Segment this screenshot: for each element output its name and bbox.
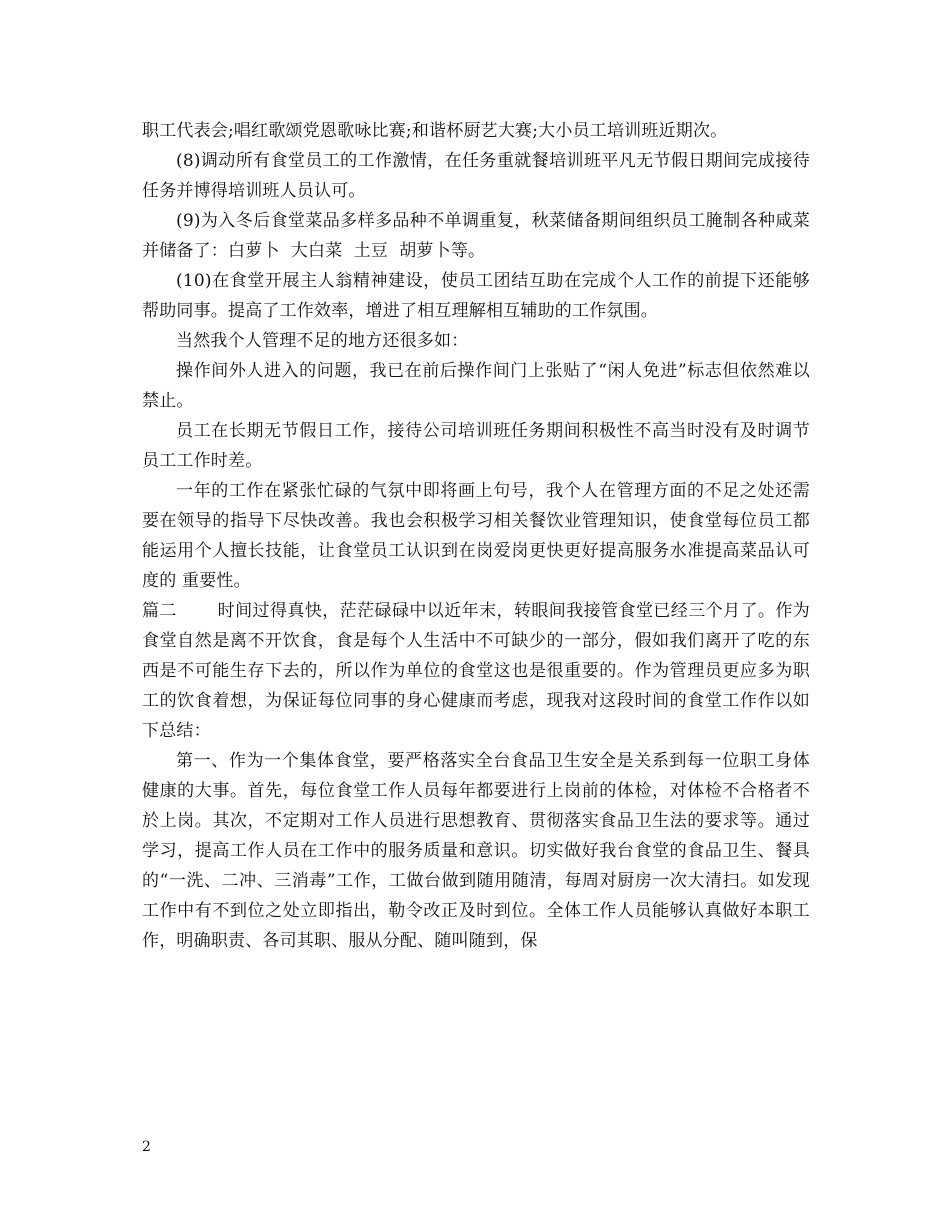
paragraph-9-section-heading: 篇二 时间过得真快，茫茫碌碌中以近年末，转眼间我接管食堂已经三个月了。作为食堂自然是离不开饮食，食是每个人生活中不可缺少的一部分，假如我们离开了吃的东西是不可能生存下去的，所以作为单位的食堂这也是很重要的。作为管理员更应多为职工的饮食着想，为保证每位同事的身心健康而考虑，现我对这段时间的食堂工作作以如下总结： bbox=[142, 601, 810, 741]
paragraph-1: 职工代表会;唱红歌颂党恩歌咏比赛;和谐杯厨艺大赛;大小员工培训班近期次。 bbox=[142, 121, 728, 141]
paragraph-2: (8)调动所有食堂员工的工作激情，在任务重就餐培训班平凡无节假日期间完成接待任务并博得培训班人员认可。 bbox=[142, 151, 810, 201]
paragraph-6: 操作间外人进入的问题，我已在前后操作间门上张贴了“闲人免进”标志但依然难以禁止。 bbox=[142, 361, 810, 411]
page-number: 2 bbox=[142, 1139, 151, 1155]
paragraph-7: 员工在长期无节假日工作，接待公司培训班任务期间积极性不高当时没有及时调节员工工作时差。 bbox=[142, 421, 810, 471]
paragraph-10: 第一、作为一个集体食堂，要严格落实全台食品卫生安全是关系到每一位职工身体健康的大事。首先，每位食堂工作人员每年都要进行上岗前的体检，对体检不合格者不於上岗。其次，不定期对工作人员进行思想教育、贯彻落实食品卫生法的要求等。通过学习，提高工作人员在工作中的服务质量和意识。切实做好我台食堂的食品卫生、餐具的“一洗、二冲、三消毒”工作，工做台做到随用随清，每周对厨房一次大清扫。如发现工作中有不到位之处立即指出，勒令改正及时到位。全体工作人员能够认真做好本职工作，明确职责、各司其职、服从分配、随叫随到，保 bbox=[142, 751, 810, 951]
document-body bbox=[142, 116, 810, 956]
paragraph-5: 当然我个人管理不足的地方还很多如： bbox=[176, 331, 469, 351]
paragraph-4: (10)在食堂开展主人翁精神建设，使员工团结互助在完成个人工作的前提下还能够帮助同事。提高了工作效率，增进了相互理解相互辅助的工作氛围。 bbox=[142, 271, 810, 321]
paragraph-8: 一年的工作在紧张忙碌的气氛中即将画上句号，我个人在管理方面的不足之处还需要在领导的指导下尽快改善。我也会积极学习相关餐饮业管理知识，使食堂每位员工都能运用个人擅长技能，让食堂员工认识到在岗爱岗更快更好提高服务水准提高菜品认可度的 重要性。 bbox=[142, 481, 810, 591]
paragraph-3: (9)为入冬后食堂菜品多样多品种不单调重复，秋菜储备期间组织员工腌制各种咸菜并储备了：白萝卜 大白菜 土豆 胡萝卜等。 bbox=[142, 211, 810, 261]
